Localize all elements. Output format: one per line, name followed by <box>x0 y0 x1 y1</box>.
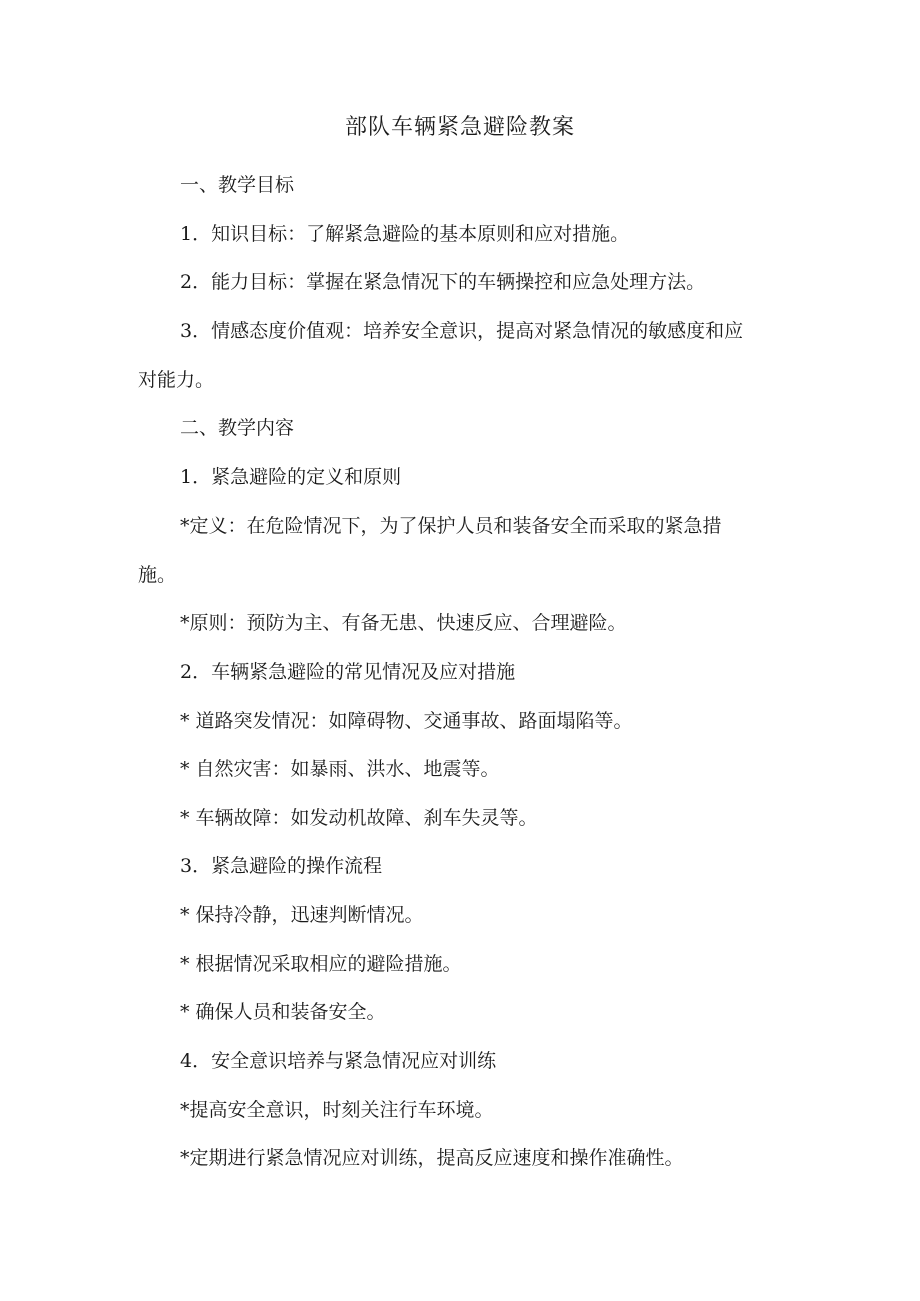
objective-ability: 2．能力目标：掌握在紧急情况下的车辆操控和应急处理方法。 <box>180 271 706 293</box>
subheading-definition-principles: 1．紧急避险的定义和原则 <box>180 466 402 488</box>
bullet-principles: *原则：预防为主、有备无患、快速反应、合理避险。 <box>180 612 627 634</box>
bullet-safety-awareness: *提高安全意识，时刻关注行车环境。 <box>180 1099 494 1121</box>
bullet-take-measures: * 根据情况采取相应的避险措施。 <box>180 953 462 975</box>
objective-knowledge: 1．知识目标：了解紧急避险的基本原则和应对措施。 <box>180 223 630 245</box>
subheading-common-situations: 2．车辆紧急避险的常见情况及应对措施 <box>180 661 516 683</box>
objective-attitude-continued: 对能力。 <box>138 369 215 391</box>
bullet-ensure-safety: * 确保人员和装备安全。 <box>180 1001 386 1023</box>
document-title: 部队车辆紧急避险教案 <box>344 115 575 140</box>
bullet-definition: *定义：在危险情况下，为了保护人员和装备安全而采取的紧急措 <box>180 515 722 537</box>
bullet-natural-disaster: * 自然灾害：如暴雨、洪水、地震等。 <box>180 758 500 780</box>
objective-attitude: 3．情感态度价值观：培养安全意识，提高对紧急情况的敏感度和应 <box>180 320 744 342</box>
bullet-road-emergency: * 道路突发情况：如障碍物、交通事故、路面塌陷等。 <box>180 710 633 732</box>
section-heading-content: 二、教学内容 <box>180 417 295 439</box>
bullet-regular-training: *定期进行紧急情况应对训练，提高反应速度和操作准确性。 <box>180 1147 684 1169</box>
bullet-stay-calm: * 保持冷静，迅速判断情况。 <box>180 904 424 926</box>
bullet-vehicle-failure: * 车辆故障：如发动机故障、刹车失灵等。 <box>180 807 538 829</box>
subheading-safety-training: 4．安全意识培养与紧急情况应对训练 <box>180 1050 497 1072</box>
bullet-definition-continued: 施。 <box>138 564 177 586</box>
section-heading-objectives: 一、教学目标 <box>180 174 295 196</box>
subheading-operation-process: 3．紧急避险的操作流程 <box>180 855 383 877</box>
